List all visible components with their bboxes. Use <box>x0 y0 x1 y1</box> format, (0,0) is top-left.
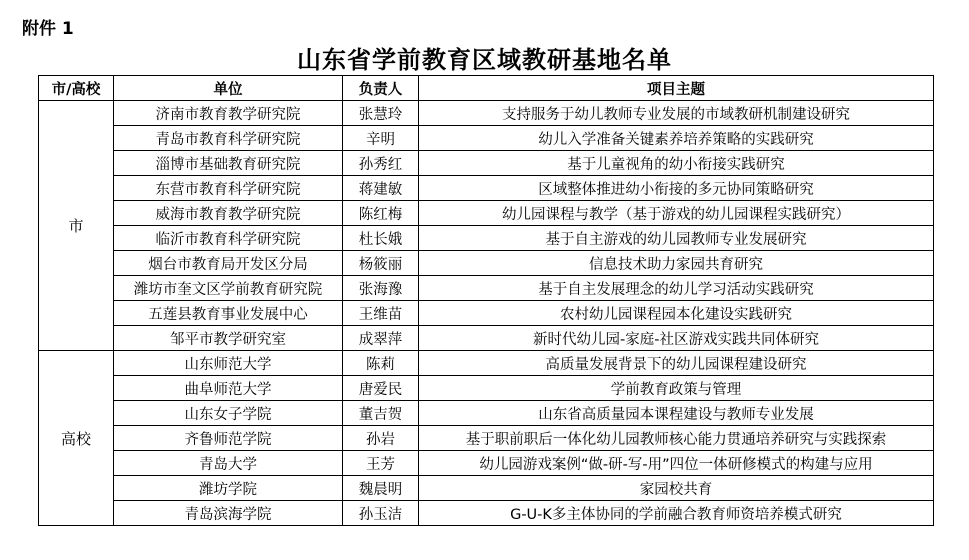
unit-cell: 山东师范大学 <box>114 351 343 376</box>
unit-cell: 临沂市教育科学研究院 <box>114 226 343 251</box>
table-row <box>39 101 934 126</box>
table-row <box>39 351 934 376</box>
unit-cell: 东营市教育科学研究院 <box>114 176 343 201</box>
topic-cell: 支持服务于幼儿教师专业发展的市域教研机制建设研究 <box>419 101 934 126</box>
person-cell: 王芳 <box>343 451 419 476</box>
table-row <box>39 151 934 176</box>
topic-cell: 幼儿入学准备关键素养培养策略的实践研究 <box>419 126 934 151</box>
topic-cell: 新时代幼儿园-家庭-社区游戏实践共同体研究 <box>419 326 934 351</box>
topic-cell: 幼儿园课程与教学（基于游戏的幼儿园课程实践研究） <box>419 201 934 226</box>
table-header-row <box>39 76 934 101</box>
header-category: 市/高校 <box>39 76 114 101</box>
person-cell: 魏晨明 <box>343 476 419 501</box>
person-cell: 张海豫 <box>343 276 419 301</box>
unit-cell: 青岛市教育科学研究院 <box>114 126 343 151</box>
unit-cell: 五莲县教育事业发展中心 <box>114 301 343 326</box>
unit-cell: 曲阜师范大学 <box>114 376 343 401</box>
header-topic: 项目主题 <box>419 76 934 101</box>
topic-cell: 高质量发展背景下的幼儿园课程建设研究 <box>419 351 934 376</box>
topic-cell: G-U-K多主体协同的学前融合教育师资培养模式研究 <box>419 501 934 526</box>
topic-cell: 信息技术助力家园共育研究 <box>419 251 934 276</box>
table-row <box>39 326 934 351</box>
person-cell: 孙秀红 <box>343 151 419 176</box>
unit-cell: 邹平市教学研究室 <box>114 326 343 351</box>
table-row <box>39 451 934 476</box>
category-cell: 市 <box>39 101 114 351</box>
topic-cell: 区域整体推进幼小衔接的多元协同策略研究 <box>419 176 934 201</box>
page-title: 山东省学前教育区域教研基地名单 <box>297 46 672 74</box>
research-base-table <box>38 75 934 526</box>
table-row <box>39 126 934 151</box>
person-cell: 王维苗 <box>343 301 419 326</box>
table-row <box>39 426 934 451</box>
person-cell: 杨筱丽 <box>343 251 419 276</box>
person-cell: 董吉贺 <box>343 401 419 426</box>
unit-cell: 济南市教育教学研究院 <box>114 101 343 126</box>
person-cell: 陈红梅 <box>343 201 419 226</box>
person-cell: 张慧玲 <box>343 101 419 126</box>
unit-cell: 烟台市教育局开发区分局 <box>114 251 343 276</box>
person-cell: 成翠萍 <box>343 326 419 351</box>
person-cell: 孙岩 <box>343 426 419 451</box>
person-cell: 辛明 <box>343 126 419 151</box>
topic-cell: 基于儿童视角的幼小衔接实践研究 <box>419 151 934 176</box>
table-row <box>39 376 934 401</box>
person-cell: 孙玉洁 <box>343 501 419 526</box>
table-row <box>39 251 934 276</box>
table-body <box>39 101 934 526</box>
unit-cell: 山东女子学院 <box>114 401 343 426</box>
attachment-label: 附件 1 <box>22 19 74 39</box>
table-row <box>39 476 934 501</box>
unit-cell: 威海市教育教学研究院 <box>114 201 343 226</box>
table-row <box>39 401 934 426</box>
unit-cell: 青岛大学 <box>114 451 343 476</box>
unit-cell: 淄博市基础教育研究院 <box>114 151 343 176</box>
unit-cell: 齐鲁师范学院 <box>114 426 343 451</box>
topic-cell: 农村幼儿园课程园本化建设实践研究 <box>419 301 934 326</box>
topic-cell: 基于自主游戏的幼儿园教师专业发展研究 <box>419 226 934 251</box>
person-cell: 蒋建敏 <box>343 176 419 201</box>
unit-cell: 潍坊学院 <box>114 476 343 501</box>
person-cell: 陈莉 <box>343 351 419 376</box>
header-unit: 单位 <box>114 76 343 101</box>
table-row <box>39 176 934 201</box>
category-cell: 高校 <box>39 351 114 526</box>
topic-cell: 学前教育政策与管理 <box>419 376 934 401</box>
topic-cell: 幼儿园游戏案例“做-研-写-用”四位一体研修模式的构建与应用 <box>419 451 934 476</box>
table-row <box>39 201 934 226</box>
topic-cell: 家园校共育 <box>419 476 934 501</box>
table-row <box>39 301 934 326</box>
person-cell: 唐爱民 <box>343 376 419 401</box>
table-row <box>39 276 934 301</box>
topic-cell: 山东省高质量园本课程建设与教师专业发展 <box>419 401 934 426</box>
unit-cell: 潍坊市奎文区学前教育研究院 <box>114 276 343 301</box>
table-row <box>39 501 934 526</box>
table-row <box>39 226 934 251</box>
unit-cell: 青岛滨海学院 <box>114 501 343 526</box>
topic-cell: 基于职前职后一体化幼儿园教师核心能力贯通培养研究与实践探索 <box>419 426 934 451</box>
topic-cell: 基于自主发展理念的幼儿学习活动实践研究 <box>419 276 934 301</box>
header-person: 负责人 <box>343 76 419 101</box>
person-cell: 杜长娥 <box>343 226 419 251</box>
